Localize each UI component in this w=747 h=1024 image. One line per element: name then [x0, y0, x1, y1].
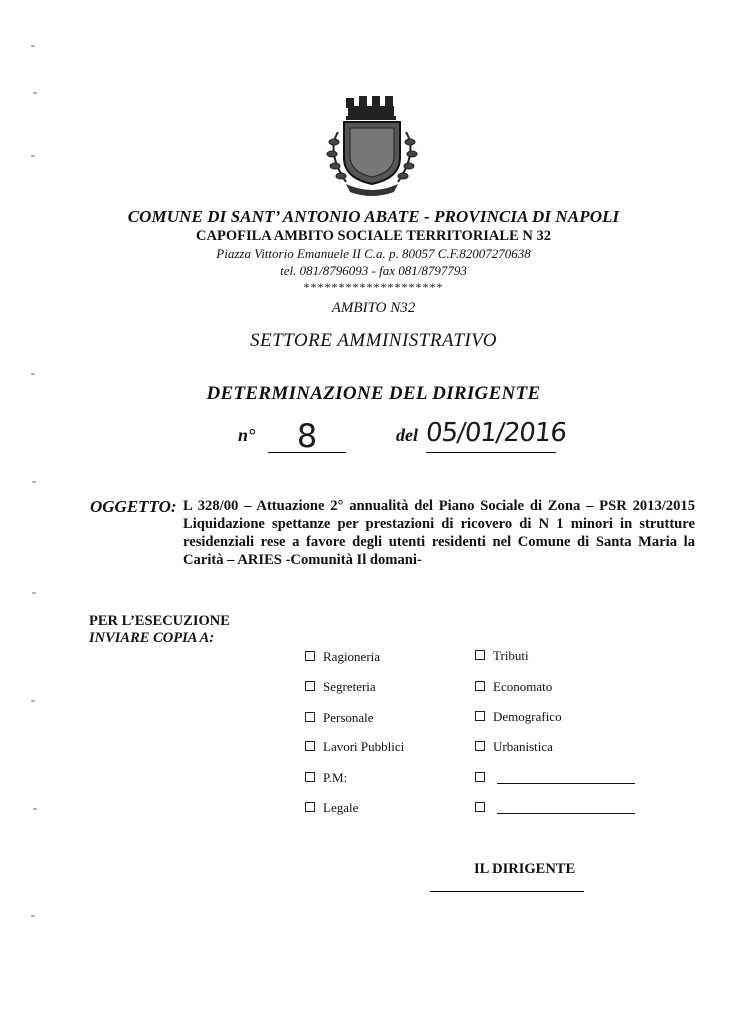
- blank-line[interactable]: [497, 813, 635, 814]
- contacts-line: tel. 081/8796093 - fax 081/8797793: [280, 263, 467, 278]
- checkbox-icon[interactable]: [475, 772, 485, 782]
- municipal-coat-of-arms-icon: [316, 92, 428, 200]
- recipient-economato[interactable]: Economato: [475, 679, 552, 695]
- number-label: n°: [238, 425, 256, 445]
- header-separator: ********************: [303, 280, 444, 294]
- recipient-tributi[interactable]: Tributi: [475, 648, 529, 664]
- municipality-heading: COMUNE DI SANT’ ANTONIO ABATE - PROVINCIA DI NAPOLI: [127, 207, 620, 226]
- checkbox-icon[interactable]: [305, 681, 315, 691]
- checkbox-icon[interactable]: [475, 741, 485, 751]
- scan-speck: [32, 481, 36, 483]
- subject-text: L 328/00 – Attuazione 2° annualità del Piano Sociale di Zona – PSR 2013/2015 Liquidazione spettanze per prestazioni di ricovero di N 1 minori in strutture residenziali rese a favore degli utenti residenti nel Comune di Santa Maria la Carità – ARIES -Comunità Il domani-: [183, 498, 695, 568]
- checkbox-icon[interactable]: [305, 802, 315, 812]
- number-handwritten-value: 8: [296, 417, 318, 455]
- date-handwritten-value: 05/01/2016: [424, 418, 568, 448]
- checkbox-icon[interactable]: [475, 711, 485, 721]
- number-underline: [268, 452, 346, 453]
- recipient-personale[interactable]: Personale: [305, 710, 374, 726]
- checkbox-icon[interactable]: [305, 741, 315, 751]
- lead-entity-heading: CAPOFILA AMBITO SOCIALE TERRITORIALE N 32: [196, 228, 551, 244]
- execution-heading: PER L’ESECUZIONE: [89, 613, 230, 629]
- recipient-lavori-pubblici[interactable]: Lavori Pubblici: [305, 739, 404, 755]
- recipient-pm[interactable]: P.M:: [305, 770, 347, 786]
- subject-label: OGGETTO:: [90, 497, 177, 516]
- scan-speck: [31, 373, 35, 375]
- recipient-segreteria[interactable]: Segreteria: [305, 679, 376, 695]
- determination-title: DETERMINAZIONE DEL DIRIGENTE: [206, 383, 541, 404]
- scan-speck: [31, 700, 35, 702]
- checkbox-icon[interactable]: [475, 802, 485, 812]
- scan-speck: [33, 92, 37, 94]
- checkbox-icon[interactable]: [475, 681, 485, 691]
- send-copy-heading: INVIARE COPIA A:: [89, 630, 215, 646]
- checkbox-icon[interactable]: [305, 772, 315, 782]
- recipient-blank-1[interactable]: [475, 770, 635, 786]
- checkbox-icon[interactable]: [305, 651, 315, 661]
- address-line: Piazza Vittorio Emanuele II C.a. p. 80057 C.F.82007270638: [216, 246, 531, 261]
- recipient-blank-2[interactable]: [475, 800, 635, 816]
- scan-speck: [33, 808, 37, 810]
- recipient-ragioneria[interactable]: Ragioneria: [305, 649, 380, 665]
- signature-label: IL DIRIGENTE: [474, 861, 576, 877]
- blank-line[interactable]: [497, 783, 635, 784]
- signature-line: [430, 891, 584, 892]
- recipient-demografico[interactable]: Demografico: [475, 709, 562, 725]
- recipient-urbanistica[interactable]: Urbanistica: [475, 739, 553, 755]
- recipient-legale[interactable]: Legale: [305, 800, 358, 816]
- date-label: del: [396, 425, 418, 445]
- scan-speck: [31, 155, 35, 157]
- checkbox-icon[interactable]: [475, 650, 485, 660]
- scan-speck: [32, 592, 36, 594]
- ambito-heading: AMBITO N32: [331, 300, 416, 316]
- sector-title: SETTORE AMMINISTRATIVO: [249, 330, 498, 351]
- scan-speck: [31, 45, 35, 47]
- scan-speck: [31, 915, 35, 917]
- date-underline: [426, 452, 556, 453]
- checkbox-icon[interactable]: [305, 712, 315, 722]
